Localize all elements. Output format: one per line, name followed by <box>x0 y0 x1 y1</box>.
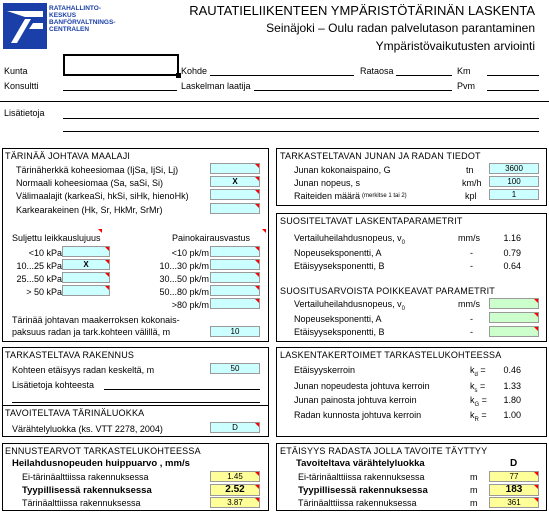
paksuus-input[interactable]: 10 <box>210 326 260 337</box>
paksuus-label-2: paksuus radan ja tark.kohteen välillä, m <box>12 327 171 337</box>
suositellut-row-value: 0.64 <box>503 261 521 271</box>
pvm-label: Pvm <box>457 81 475 91</box>
maalaji-title: TÄRINÄÄ JOHTAVA MAALAJI <box>5 151 131 161</box>
sulj-input[interactable]: X <box>62 259 110 270</box>
kunta-field[interactable] <box>63 54 179 76</box>
rakennus-lisatietoja-field-2[interactable] <box>12 402 260 403</box>
paino-input[interactable] <box>210 298 260 309</box>
poikkeavat-row-label: Nopeuseksponentti, A <box>294 314 382 324</box>
kohde-field[interactable] <box>210 75 354 76</box>
etaisyys-subtitle: Tavoiteltava värähtelyluokka <box>296 458 425 469</box>
suositellut-row-unit: mm/s <box>458 233 480 243</box>
kertoimet-row-symbol: $k_s$ = <box>470 381 486 394</box>
juna-row-label: Junan kokonaispaino, G <box>294 165 391 175</box>
etaisyys-row-unit: m <box>470 485 478 495</box>
ennuste-subtitle: Heilahdusnopeuden huippuarvo , mm/s <box>12 458 190 469</box>
kertoimet-row-symbol: $k_G$ = <box>470 395 487 408</box>
etaisyys-value: 77 <box>489 471 539 482</box>
ennuste-value: 1.45 <box>210 471 260 482</box>
kertoimet-row-value: 1.33 <box>503 381 521 391</box>
kertoimet-row-symbol: $k_R$ = <box>470 410 487 423</box>
kohde-label: Kohde <box>181 66 208 76</box>
paino-input[interactable] <box>210 285 260 296</box>
juna-row-unit: kpl <box>465 191 477 201</box>
paino-row-label: 10...30 pk/m <box>159 261 209 271</box>
maalaji-input[interactable]: X <box>210 176 260 187</box>
page-title: RAUTATIELIIKENTEEN YMPÄRISTÖTÄRINÄN LASKENTA <box>189 3 535 18</box>
etaisyys-label: Kohteen etäisyys radan keskeltä, m <box>12 365 155 375</box>
rataosa-label: Rataosa <box>360 66 394 76</box>
sulj-input[interactable] <box>62 285 110 296</box>
sulj-input[interactable] <box>62 272 110 283</box>
rakennus-title: TARKASTELTAVA RAKENNUS <box>5 350 135 360</box>
ratahallinto-logo <box>3 3 47 49</box>
page-subtitle-2: Ympäristövaikutusten arviointi <box>375 39 535 53</box>
kertoimet-row-value: 1.00 <box>503 410 521 420</box>
sulj-row-label: > 50 kPa <box>26 287 62 297</box>
ennuste-value: 3.87 <box>210 497 260 508</box>
poikkeavat-row-unit: - <box>470 327 473 337</box>
etaisyys-row-label: Tärinäalttiissa rakennuksessa <box>298 498 417 508</box>
juna-row-unit: km/h <box>462 178 482 188</box>
varahtelyluokka-select[interactable]: D <box>210 422 260 433</box>
junan-paino-input[interactable]: 3600 <box>489 163 539 174</box>
paino-title: Painokairausvastus <box>172 233 251 243</box>
paksuus-label-1: Tärinää johtavan maakerroksen kokonais- <box>12 315 180 325</box>
comment-marker-icon <box>262 229 266 233</box>
maalaji-row-label: Välimaalajit (karkeaSi, hkSi, siHk, hienoHk) <box>16 191 189 201</box>
suositellut-row-value: 1.16 <box>503 233 521 243</box>
paino-row-label: 50...80 pk/m <box>159 287 209 297</box>
poikkeava-b-input[interactable] <box>489 326 539 337</box>
etaisyys-value: 361 <box>489 497 539 508</box>
suositellut-row-label: Nopeuseksponentti, A <box>294 248 382 258</box>
poikkeava-a-input[interactable] <box>489 312 539 323</box>
juna-row-note: (merkitse 1 tai 2) <box>362 193 407 199</box>
paino-input[interactable] <box>210 246 260 257</box>
ennuste-row-label: Ei-tärinäalttiissa rakennuksessa <box>22 472 149 482</box>
sulj-title: Suljettu leikkauslujuus <box>12 233 101 243</box>
paino-input[interactable] <box>210 259 260 270</box>
maalaji-row-label: Normaali koheesiomaa (Sa, saSi, Si) <box>16 178 164 188</box>
logo-text: RATAHALLINTO- KESKUS BANFÖRVALTNINGS- CENTRALEN <box>49 5 116 33</box>
etaisyys-row-label: Ei-tärinäalttiissa rakennuksessa <box>298 472 425 482</box>
logo-icon <box>3 3 47 49</box>
etaisyys-value: 183 <box>489 484 539 496</box>
kertoimet-row-value: 1.80 <box>503 395 521 405</box>
laskelman-label: Laskelman laatija <box>181 81 251 91</box>
juna-row-label: Raiteiden määrä <box>294 191 361 201</box>
raiteiden-maara-input[interactable]: 1 <box>489 189 539 200</box>
page-subtitle-1: Seinäjoki – Oulu radan palvelutason parantaminen <box>266 21 535 35</box>
km-field[interactable] <box>487 75 539 76</box>
poikkeavat-row-unit: - <box>470 314 473 324</box>
kunta-label: Kunta <box>4 66 28 76</box>
rataosa-field[interactable] <box>396 75 452 76</box>
junan-nopeus-input[interactable]: 100 <box>489 176 539 187</box>
poikkeava-v0-input[interactable] <box>489 298 539 309</box>
sulj-row-label: <10 kPa <box>28 248 62 258</box>
suositellut-row-value: 0.79 <box>503 248 521 258</box>
etaisyys-input[interactable]: 50 <box>210 363 260 374</box>
lisatietoja-field-2[interactable] <box>63 131 539 132</box>
poikkeavat-row-label: Etäisyyseksponentti, B <box>294 327 385 337</box>
paino-input[interactable] <box>210 272 260 283</box>
konsultti-field[interactable] <box>63 90 177 91</box>
pvm-field[interactable] <box>487 90 539 91</box>
ennuste-row-label: Tyypillisessä rakennuksessa <box>22 485 152 496</box>
kertoimet-row-label: Etäisyyskerroin <box>294 365 356 375</box>
sulj-input[interactable] <box>62 246 110 257</box>
maalaji-input[interactable] <box>210 163 260 174</box>
maalaji-input[interactable] <box>210 189 260 200</box>
etaisyys-row-label: Tyypillisessä rakennuksessa <box>298 485 428 496</box>
etaisyys-luokka: D <box>510 458 518 469</box>
paino-row-label: <10 pk/m <box>171 248 209 258</box>
kertoimet-panel <box>276 347 547 437</box>
divider <box>0 101 549 102</box>
sulj-row-label: 25...50 kPa <box>16 274 62 284</box>
km-label: Km <box>457 66 471 76</box>
paino-row-label: >80 pk/m <box>171 300 209 310</box>
etaisyys-row-unit: m <box>470 472 478 482</box>
taso-title: TAVOITELTAVA TÄRINÄLUOKKA <box>5 408 145 418</box>
juna-row-label: Junan nopeus, s <box>294 178 361 188</box>
kertoimet-row-label: Junan painosta johtuva kerroin <box>294 395 417 405</box>
suositellut-row-unit: - <box>470 261 473 271</box>
rakennus-lisatietoja-field-1[interactable] <box>104 389 260 390</box>
laskelman-field[interactable] <box>254 90 452 91</box>
poikkeavat-title: SUOSITUSARVOISTA POIKKEAVAT PARAMETRIT <box>280 286 495 296</box>
juna-title: TARKASTELTAVAN JUNAN JA RADAN TIEDOT <box>280 151 481 161</box>
maalaji-input[interactable] <box>210 203 260 214</box>
kertoimet-row-label: Junan nopeudesta johtuva kerroin <box>294 381 430 391</box>
konsultti-label: Konsultti <box>4 81 39 91</box>
ennuste-value: 2.52 <box>210 484 260 496</box>
suositellut-row-unit: - <box>470 248 473 258</box>
etaisyys-title: ETÄISYYS RADASTA JOLLA TAVOITE TÄYTTYY <box>280 446 488 456</box>
juna-row-unit: tn <box>466 165 474 175</box>
divider <box>2 405 269 406</box>
poikkeavat-row-label: Vertailuheilahdusnopeus, $v_0$ <box>294 299 405 312</box>
lisatietoja-field-1[interactable] <box>63 118 539 119</box>
ennuste-title: ENNUSTEARVOT TARKASTELUKOHTEESSA <box>5 446 201 456</box>
sulj-row-label: 10...25 kPa <box>16 261 62 271</box>
rakennus-lisatietoja-label: Lisätietoja kohteesta <box>12 380 95 390</box>
lisatietoja-label: Lisätietoja <box>4 108 45 118</box>
varahtelyluokka-label: Värähtelyluokka (ks. VTT 2278, 2004) <box>12 424 163 434</box>
kertoimet-row-value: 0.46 <box>503 365 521 375</box>
kertoimet-row-label: Radan kunnosta johtuva kerroin <box>294 410 422 420</box>
suositellut-title: SUOSITELTAVAT LASKENTAPARAMETRIT <box>280 216 463 226</box>
poikkeavat-row-unit: mm/s <box>458 299 480 309</box>
kertoimet-row-symbol: $k_d$ = <box>470 365 486 378</box>
maalaji-row-label: Tärinäherkkä koheesiomaa (IjSa, IjSi, Lj) <box>16 165 179 175</box>
suositellut-row-label: Etäisyyseksponentti, B <box>294 261 385 271</box>
maalaji-row-label: Karkearakeinen (Hk, Sr, HkMr, SrMr) <box>16 205 163 215</box>
etaisyys-row-unit: m <box>470 498 478 508</box>
comment-marker-icon <box>98 229 102 233</box>
suositellut-row-label: Vertailuheilahdusnopeus, $v_0$ <box>294 233 405 246</box>
kertoimet-title: LASKENTAKERTOIMET TARKASTELUKOHTEESSA <box>280 350 502 360</box>
ennuste-row-label: Tärinäalttiissa rakennuksessa <box>22 498 141 508</box>
paino-row-label: 30...50 pk/m <box>159 274 209 284</box>
